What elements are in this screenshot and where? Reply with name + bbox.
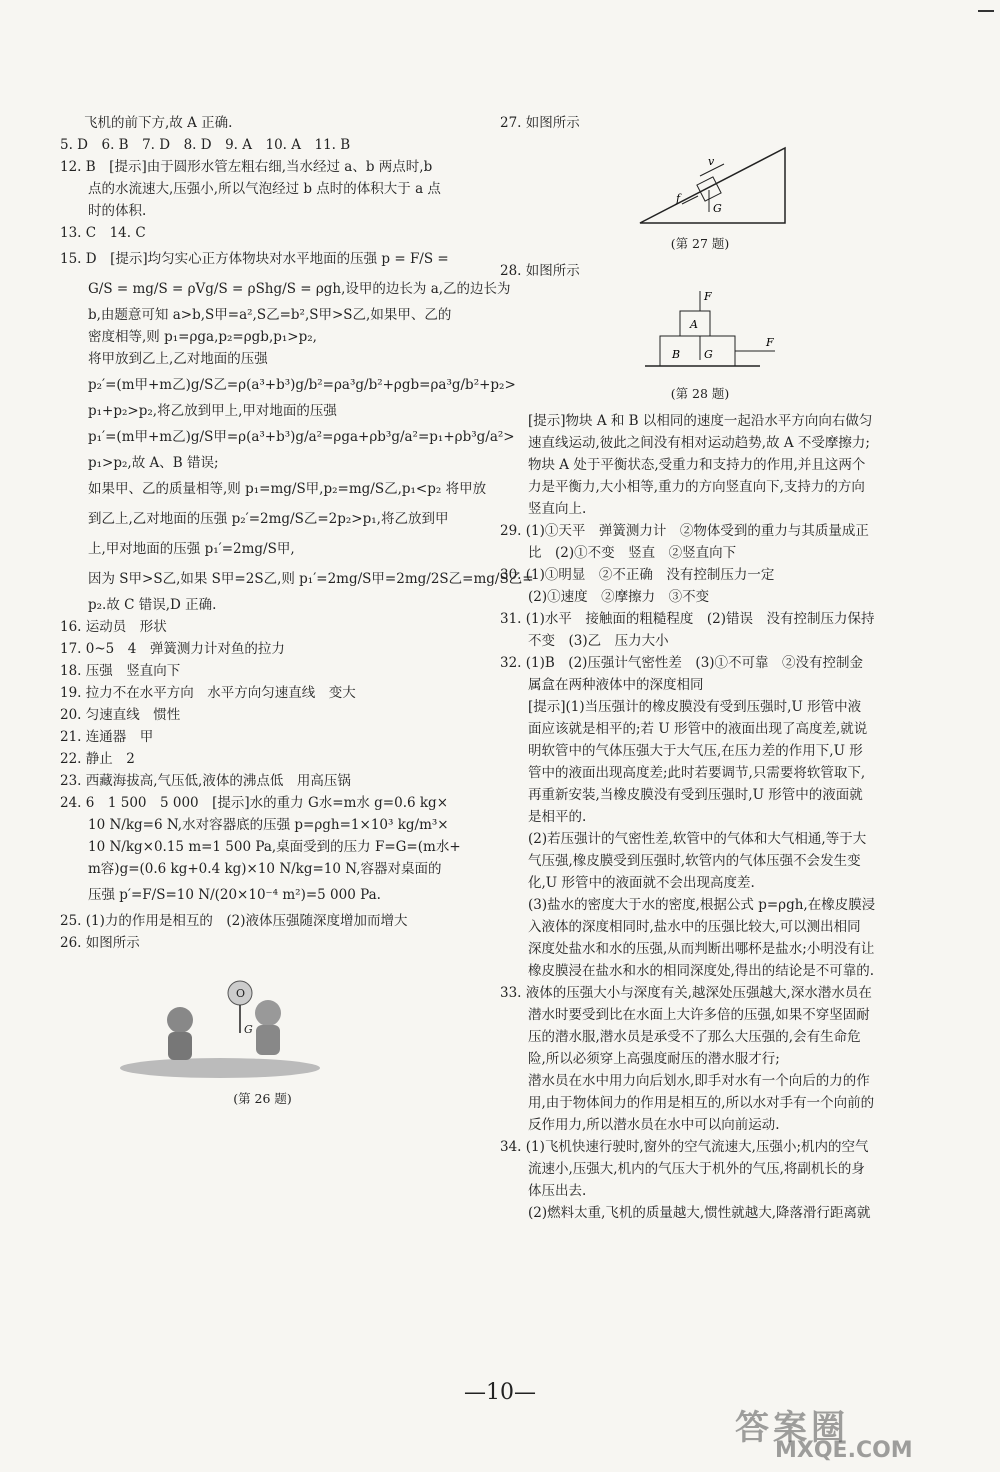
label-f: f [676,192,681,205]
text-line: 化,U 形管中的液面就不会出现高度差. [528,875,755,891]
text-line: p₁+p₂>p₂,将乙放到甲上,甲对地面的压强 [88,403,337,419]
text-line: 将甲放到乙上,乙对地面的压强 [88,351,268,367]
text-line: 属盒在两种液体中的深度相同 [528,677,704,693]
text-line: 速直线运动,彼此之间没有相对运动趋势,故 A 不受摩擦力; [528,435,870,451]
text-line: 29. (1)①天平 弹簧测力计 ②物体受到的重力与其质量成正 [500,523,869,539]
text-line: 险,所以必须穿上高强度耐压的潜水服才行; [528,1051,780,1067]
text-line: p₂′=(m甲+m乙)g/S乙=ρ(a³+b³)g/b²=ρa³g/b²+ρgb=ρa³g/b²+p₂> [88,377,516,393]
figure-28-caption: (第 28 题) [670,386,730,401]
text-line: p₂.故 C 错误,D 正确. [88,597,217,613]
text-line: 15. D [提示]均匀实心正方体物块对水平地面的压强 p = F/S = [60,251,449,267]
text-line: 22. 静止 2 [60,751,135,767]
text-line: 16. 运动员 形状 [60,619,167,635]
kid-right-body [256,1025,280,1055]
label-f-right: F [766,336,774,349]
text-line: [提示]物块 A 和 B 以相同的速度一起沿水平方向向右做匀 [528,413,873,429]
text-line: [提示](1)当压强计的橡皮膜没有受到压强时,U 形管中液 [528,699,862,715]
text-line: 5. D 6. B 7. D 8. D 9. A 10. A 11. B [60,137,351,153]
left-column [60,112,534,1115]
page-number: —10— [464,1380,536,1405]
label-g: G [713,202,722,215]
text-line: 用,由于物体间力的作用是相互的,所以水对手有一个向前的 [528,1095,875,1111]
text-line: 点的水流速大,压强小,所以气泡经过 b 点时的体积大于 a 点 [88,181,441,197]
text-line: 33. 液体的压强大小与深度有关,越深处压强越大,深水潜水员在 [500,985,872,1001]
text-line: 压强 p′=F/S=10 N/(20×10⁻⁴ m²)=5 000 Pa. [88,887,381,903]
ground-shadow [120,1058,320,1078]
text-line: 28. 如图所示 [500,263,580,279]
text-line: (2)燃料太重,飞机的质量越大,惯性就越大,降落滑行距离就 [528,1205,871,1221]
text-line: 力是平衡力,大小相等,重力的方向竖直向下,支持力的方向 [528,479,865,495]
text-line: 面应该就是相平的;若 U 形管中的液面出现了高度差,就说 [528,721,868,737]
label-g: G [704,348,713,361]
label-b: B [672,348,681,361]
text-line: 21. 连通器 甲 [60,729,154,745]
kid-left-body [168,1032,192,1060]
text-line: 反作用力,所以潜水员在水中可以向前运动. [528,1117,780,1133]
text-line: 24. 6 1 500 5 000 [提示]水的重力 G水=m水 g=0.6 kg× [60,795,449,811]
label-o: O [236,987,246,1000]
text-line: 密度相等,则 p₁=ρga,p₂=ρgb,p₁>p₂, [88,329,317,345]
text-line: 比 (2)①不变 竖直 ②竖直向下 [528,545,737,561]
text-line: 17. 0~5 4 弹簧测力计对鱼的拉力 [60,641,285,657]
text-line: p₁>p₂,故 A、B 错误; [88,455,219,471]
text-line: 26. 如图所示 [60,935,140,951]
text-line: (2)①速度 ②摩擦力 ③不变 [528,589,710,605]
text-line: (2)若压强计的气密性差,软管中的气体和大气相通,等于大 [528,831,867,847]
text-line: 30. (1)①明显 ②不正确 没有控制压力一定 [500,567,775,583]
label-v: v [708,155,715,168]
label-f-up: F [704,290,712,303]
text-line: 深度处盐水和水的压强,从而判断出哪杯是盐水;小明没有让 [528,941,875,957]
text-line: 不变 (3)乙 压力大小 [528,633,669,649]
text-line: 27. 如图所示 [500,115,580,131]
text-line: 明软管中的气体压强大于大气压,在压力差的作用下,U 形 [528,743,863,759]
text-line: 流速小,压强大,机内的气压大于机外的气压,将副机长的身 [528,1161,865,1177]
text-line: 10 N/kg×0.15 m=1 500 Pa,桌面受到的压力 F=G=(m水+ [88,839,461,855]
text-line: 12. B [提示]由于圆形水管左粗右细,当水经过 a、b 两点时,b [60,159,433,175]
text-line: 18. 压强 竖直向下 [60,663,181,679]
text-line: 时的体积. [88,203,147,219]
text-line: 因为 S甲>S乙,如果 S甲=2S乙,则 p₁′=2mg/S甲=2mg/2S乙=mg/S乙= [88,571,534,587]
text-line: 10 N/kg=6 N,水对容器底的压强 p=ρgh=1×10³ kg/m³× [88,817,449,833]
text-line: 上,甲对地面的压强 p₁′=2mg/S甲, [88,541,295,557]
text-line: 压的潜水服,潜水员是承受不了那么大压强的,会有生命危 [528,1029,861,1045]
text-line: 34. (1)飞机快速行驶时,窗外的空气流速大,压强小;机内的空气 [500,1139,869,1155]
figure-27-caption: (第 27 题) [670,236,730,251]
label-a: A [690,318,698,331]
figure-26 [60,958,465,1083]
watermark-main: 答案圈 [735,1408,849,1448]
text-line: G/S = mg/S = ρVg/S = ρShg/S = ρgh,设甲的边长为 a,乙的边长为 [88,281,511,297]
text-line: 竖直向上. [528,501,587,517]
text-line: 体压出去. [528,1183,587,1199]
text-line: 如果甲、乙的质量相等,则 p₁=mg/S甲,p₂=mg/S乙,p₁<p₂ 将甲放 [88,481,487,497]
figure-27 [500,138,900,228]
text-line: 13. C 14. C [60,225,146,241]
text-line: 物块 A 处于平衡状态,受重力和支持力的作用,并且这两个 [528,457,866,473]
text-line: 19. 拉力不在水平方向 水平方向匀速直线 变大 [60,685,356,701]
text-line: 入液体的深度相同时,盐水中的压强比较大,可以测出相同 [528,919,861,935]
text-line: p₁′=(m甲+m乙)g/S甲=ρ(a³+b³)g/a²=ρga+ρb³g/a²=p₁+ρb³g/a²> [88,429,515,445]
top-mark [978,10,994,12]
text-line: (3)盐水的密度大于水的密度,根据公式 p=ρgh,在橡皮膜浸 [528,897,876,913]
text-line: 32. (1)B (2)压强计气密性差 (3)①不可靠 ②没有控制金 [500,655,864,671]
text-line: 飞机的前下方,故 A 正确. [84,115,233,131]
text-line: b,由题意可知 a>b,S甲=a²,S乙=b²,S甲>S乙,如果甲、乙的 [88,307,452,323]
text-line: 管中的液面出现高度差;此时若要调节,只需要将软管取下, [528,765,866,781]
text-line: 是相平的. [528,809,587,825]
text-line: 23. 西藏海拔高,气压低,液体的沸点低 用高压锅 [60,773,351,789]
watermark-logo [735,1400,970,1466]
text-line: 31. (1)水平 接触面的粗糙程度 (2)错误 没有控制压力保持 [500,611,875,627]
kid-right-head [255,1000,281,1026]
text-line: 橡皮膜浸在盐水和水的相同深度处,得出的结论是不可靠的. [528,963,875,979]
text-line: 20. 匀速直线 惯性 [60,707,181,723]
figure-28 [500,286,900,378]
text-line: m容)g=(0.6 kg+0.4 kg)×10 N/kg=10 N,容器对桌面的 [88,861,442,877]
text-line: 潜水时要受到比在水面上大许多倍的压强,如果不穿坚固耐 [528,1007,870,1023]
label-g: G [244,1023,253,1036]
kid-left-head [167,1007,193,1033]
text-line: 潜水员在水中用力向后划水,即手对水有一个向后的力的作 [528,1073,870,1089]
text-line: 气压强,橡皮膜受到压强时,软管内的气体压强不会发生变 [528,853,861,869]
text-line: 再重新安装,当橡皮膜没有受到压强时,U 形管中的液面就 [528,787,863,803]
text-line: 25. (1)力的作用是相互的 (2)液体压强随深度增加而增大 [60,913,408,929]
text-line: 到乙上,乙对地面的压强 p₂′=2mg/S乙=2p₂>p₁,将乙放到甲 [88,511,449,527]
right-column [500,112,900,1224]
watermark-url: MXQE.COM [775,1438,913,1463]
figure-26-caption: (第 26 题) [233,1091,292,1106]
